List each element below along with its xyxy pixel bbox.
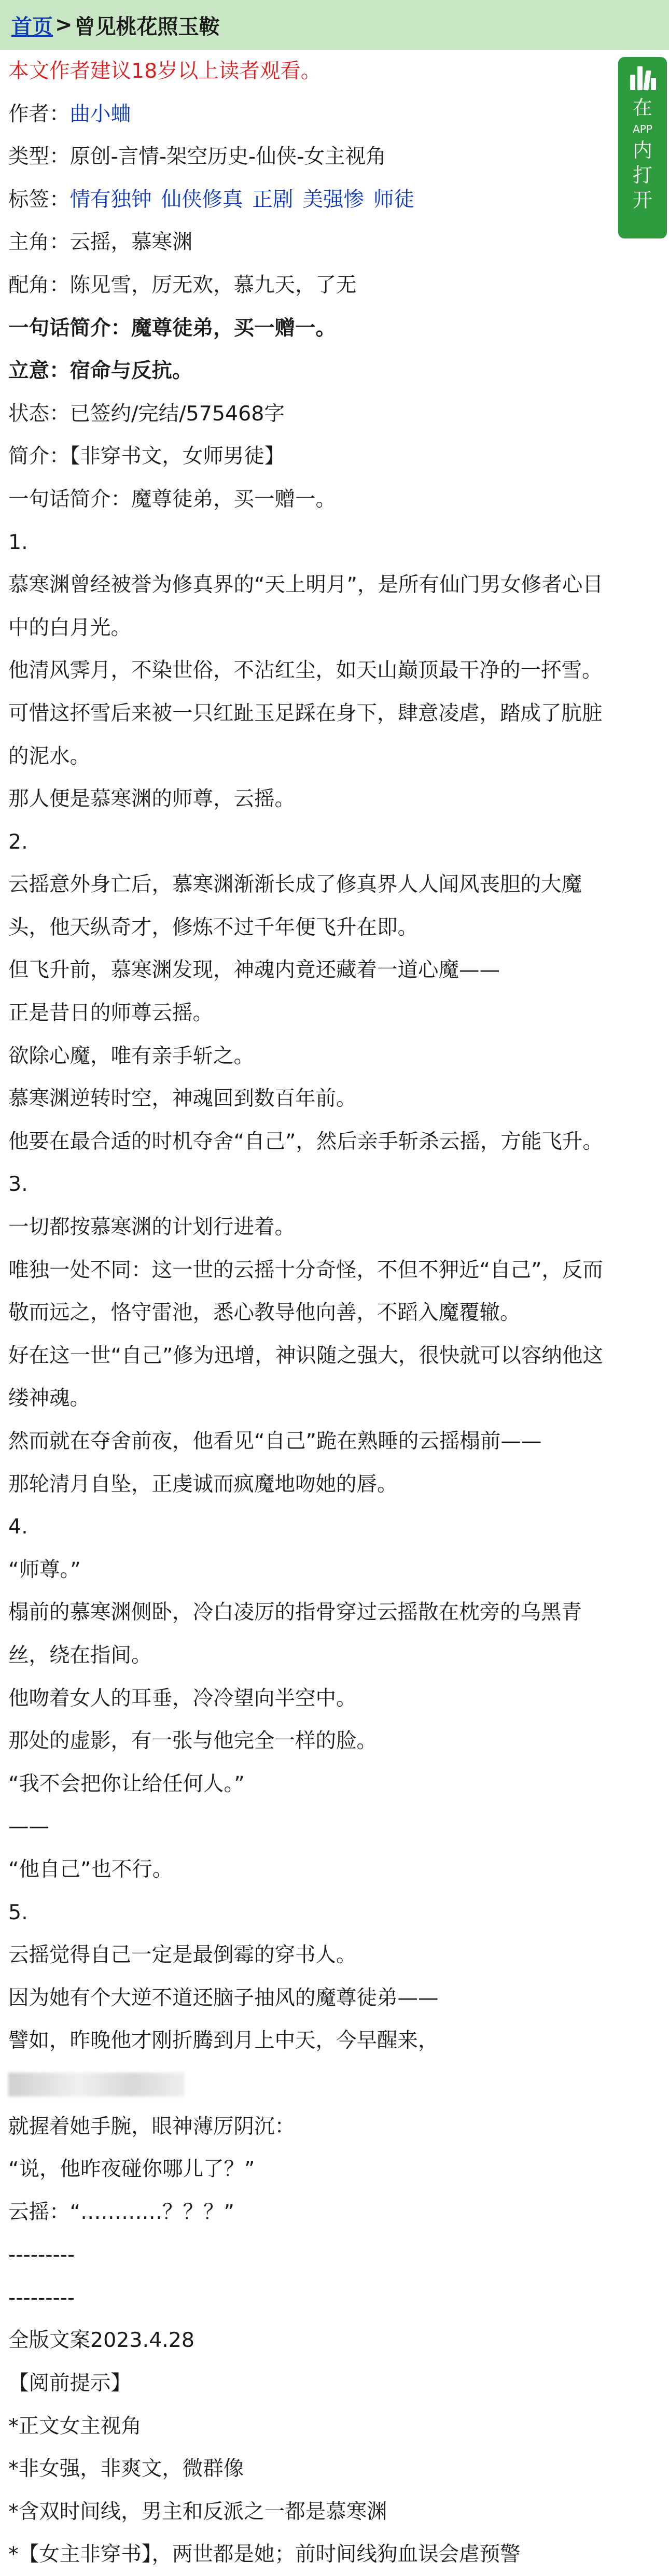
intro-paragraph: 一句话简介：魔尊徒弟，买一赠一。 <box>8 487 336 511</box>
author-link[interactable]: 曲小蛐 <box>69 102 131 126</box>
intro-paragraph: 然而就在夺舍前夜，他看见“自己”跪在熟睡的云摇榻前—— <box>8 1429 542 1453</box>
intro-paragraph: 榻前的慕寒渊侧卧，冷白凌厉的指骨穿过云摇散在枕旁的乌黑青丝，绕在指间。 <box>8 1600 582 1667</box>
intro-paragraph: *【女主非穿书】，两世都是她；前时间线狗血误会虐预警 <box>8 2542 521 2567</box>
tag-link[interactable]: 正剧 <box>252 187 294 212</box>
age-warning: 本文作者建议18岁以上读者观看。 <box>8 59 322 83</box>
intro-paragraph: 全版文案2023.4.28 <box>8 2328 195 2353</box>
intro-paragraph: 5. <box>8 1900 28 1924</box>
intro-paragraph: 正是昔日的师尊云摇。 <box>8 1001 213 1025</box>
tag-link[interactable]: 师徒 <box>373 187 414 212</box>
intro-body <box>8 478 605 2576</box>
type-row <box>8 135 605 178</box>
theme-value: 宿命与反抗。 <box>69 359 193 383</box>
open-in-app-text-5: 开 <box>632 189 652 212</box>
tag-link[interactable]: 美强惨 <box>302 187 364 212</box>
oneline-label: 一句话简介： <box>8 316 131 340</box>
intro-paragraph: 云摇：“…………？？？” <box>8 2200 234 2224</box>
intro-paragraph: 1. <box>8 530 28 554</box>
tag-link[interactable]: 仙侠修真 <box>161 187 243 212</box>
intro-paragraph: “我不会把你让给任何人。” <box>8 1771 245 1796</box>
intro-paragraph: 那人便是慕寒渊的师尊，云摇。 <box>8 787 295 811</box>
open-in-app-text-2: APP <box>633 123 652 135</box>
intro-paragraph: —— <box>8 1814 49 1839</box>
type-label: 类型： <box>8 145 70 169</box>
status-row <box>8 392 605 435</box>
intro-paragraph: *含双时间线，男主和反派之一都是慕寒渊 <box>8 2499 387 2524</box>
breadcrumb-separator: > <box>55 13 73 37</box>
lead-value: 云摇，慕寒渊 <box>69 230 193 255</box>
status-label: 状态： <box>8 401 70 426</box>
lead-label: 主角： <box>8 230 70 255</box>
intro-paragraph: 他清风霁月，不染世俗，不沾红尘，如天山巅顶最干净的一抔雪。 <box>8 658 603 683</box>
intro-paragraph: 他吻着女人的耳垂，冷冷望向半空中。 <box>8 1686 357 1710</box>
intro-paragraph: 云摇觉得自己一定是最倒霉的穿书人。 <box>8 1943 357 1967</box>
intro-paragraph: --------- <box>8 2285 75 2310</box>
intro-paragraph: 好在这一世“自己”修为迅增，神识随之强大，很快就可以容纳他这缕神魂。 <box>8 1343 603 1411</box>
intro-paragraph: 就握着她手腕，眼神薄厉阴沉： <box>8 2114 295 2138</box>
intro-paragraph: “他自己”也不行。 <box>8 1857 173 1881</box>
intro-paragraph: 那轮清月自坠，正虔诚而疯魔地吻她的唇。 <box>8 1472 398 1496</box>
intro-paragraph: “说，他昨夜碰你哪儿了？” <box>8 2157 255 2181</box>
intro-paragraph: 因为她有个大逆不道还脑子抽风的魔尊徒弟—— <box>8 1986 439 2010</box>
intro-paragraph: 慕寒渊逆转时空，神魂回到数百年前。 <box>8 1087 357 1111</box>
open-in-app-text-3: 内 <box>632 139 652 162</box>
intro-paragraph: 譬如，昨晚他才刚折腾到月上中天，今早醒来， <box>8 2019 605 2105</box>
tags-label: 标签： <box>8 187 70 212</box>
intro-label: 简介： <box>8 444 70 469</box>
oneline-row <box>8 307 605 350</box>
intro-head: 【非穿书文，女师男徒】 <box>69 444 285 469</box>
intro-paragraph: “师尊。” <box>8 1557 81 1582</box>
intro-paragraph: 慕寒渊曾经被誉为修真界的“天上明月”，是所有仙门男女修者心目中的白月光。 <box>8 573 603 640</box>
open-in-app-text-1: 在 <box>632 96 652 119</box>
intro-paragraph: 他要在最合适的时机夺舍“自己”，然后亲手斩杀云摇，方能飞升。 <box>8 1129 603 1153</box>
intro-paragraph: 但飞升前，慕寒渊发现，神魂内竟还藏着一道心魔—— <box>8 958 500 982</box>
lead-row <box>8 221 605 264</box>
novel-summary <box>8 50 605 2576</box>
tag-link[interactable]: 情有独钟 <box>69 187 152 212</box>
author-label: 作者： <box>8 102 70 126</box>
intro-paragraph: 欲除心魔，唯有亲手斩之。 <box>8 1044 254 1068</box>
intro-paragraph: 3. <box>8 1172 28 1196</box>
blurred-overlay <box>8 2073 185 2096</box>
intro-paragraph: 云摇意外身亡后，慕寒渊渐渐长成了修真界人人闻风丧胆的大魔头，他天纵奇才，修炼不过千年便飞升在即。 <box>8 872 582 939</box>
page-title: 曾见桃花照玉鞍 <box>74 15 220 39</box>
intro-paragraph: --------- <box>8 2243 75 2267</box>
support-row <box>8 264 605 307</box>
intro-paragraph: 那处的虚影，有一张与他完全一样的脸。 <box>8 1729 377 1753</box>
oneline-value: 魔尊徒弟，买一赠一。 <box>131 316 336 340</box>
support-label: 配角： <box>8 273 70 297</box>
theme-row <box>8 349 605 392</box>
theme-label: 立意： <box>8 359 70 383</box>
intro-paragraph: *非女强，非爽文，微群像 <box>8 2457 244 2481</box>
intro-paragraph: 可惜这抔雪后来被一只红趾玉足踩在身下，肆意凌虐，踏成了肮脏的泥水。 <box>8 701 603 768</box>
intro-paragraph: *正文女主视角 <box>8 2414 142 2438</box>
breadcrumb-bar <box>0 0 669 50</box>
intro-paragraph: 一切都按慕寒渊的计划行进着。 <box>8 1215 295 1240</box>
author-row <box>8 93 605 136</box>
intro-paragraph: 2. <box>8 829 28 854</box>
intro-paragraph: 4. <box>8 1515 28 1539</box>
support-value: 陈见雪，厉无欢，慕九天，了无 <box>69 273 357 297</box>
status-value: 已签约/完结/575468字 <box>69 401 285 426</box>
open-in-app-text-4: 打 <box>632 164 652 187</box>
open-in-app-button[interactable] <box>618 57 667 238</box>
intro-row <box>8 435 605 478</box>
book-icon <box>628 66 657 90</box>
home-link[interactable]: 首页 <box>11 15 53 39</box>
intro-paragraph: 唯独一处不同：这一世的云摇十分奇怪，不但不狎近“自己”，反而敬而远之，恪守雷池，悉心教导他向善，不蹈入魔覆辙。 <box>8 1258 603 1325</box>
type-value: 原创-言情-架空历史-仙侠-女主视角 <box>69 145 386 169</box>
tags-row <box>8 178 605 221</box>
intro-paragraph: 【阅前提示】 <box>8 2371 131 2396</box>
